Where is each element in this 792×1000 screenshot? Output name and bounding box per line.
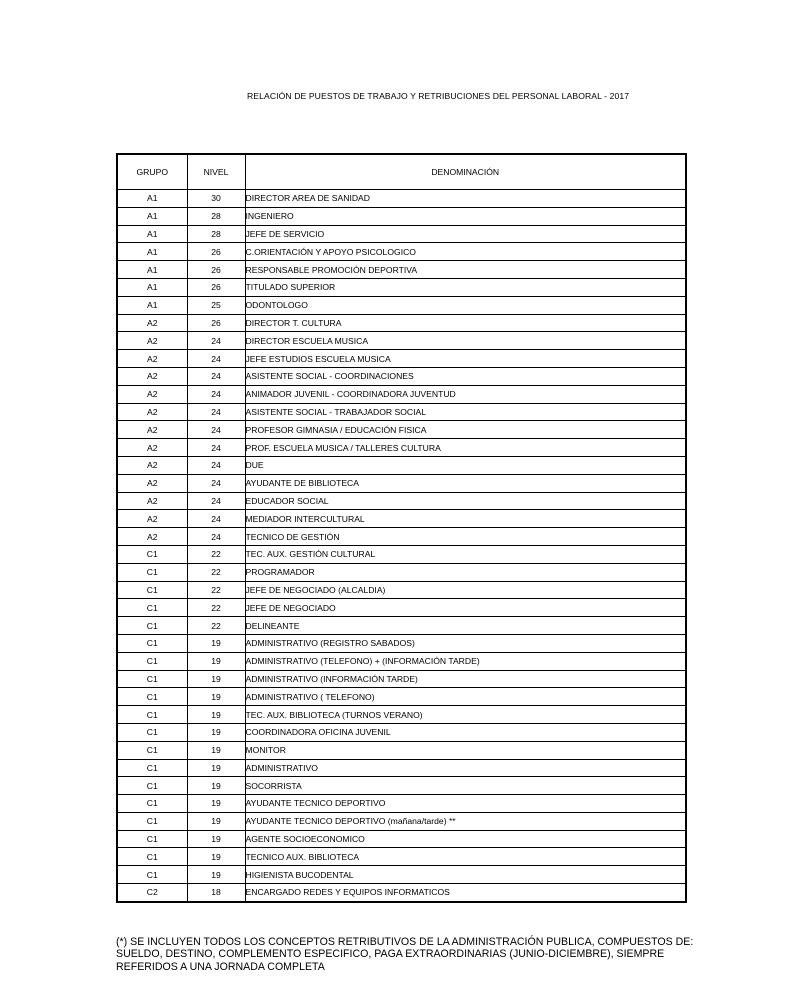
cell-nivel: 24 [187, 456, 245, 474]
cell-nivel: 19 [187, 723, 245, 741]
table-row [117, 688, 686, 706]
table-header-row [117, 154, 686, 190]
table-row [117, 261, 686, 279]
table-row [117, 830, 686, 848]
header-nivel: NIVEL [187, 154, 245, 190]
table-row [117, 350, 686, 368]
cell-grupo: A1 [117, 261, 187, 279]
table-row [117, 314, 686, 332]
cell-nivel: 24 [187, 474, 245, 492]
cell-grupo: C1 [117, 652, 187, 670]
table-row [117, 545, 686, 563]
cell-denominacion: DIRECTOR AREA DE SANIDAD [245, 190, 686, 208]
header-grupo: GRUPO [117, 154, 187, 190]
cell-nivel: 24 [187, 421, 245, 439]
cell-denominacion: ADMINISTRATIVO (REGISTRO SABADOS) [245, 634, 686, 652]
table-row [117, 492, 686, 510]
cell-nivel: 24 [187, 332, 245, 350]
cell-denominacion: C.ORIENTACIÓN Y APOYO PSICOLOGICO [245, 243, 686, 261]
cell-denominacion: PROF. ESCUELA MUSICA / TALLERES CULTURA [245, 439, 686, 457]
table-row [117, 795, 686, 813]
table-row [117, 866, 686, 884]
cell-grupo: A1 [117, 296, 187, 314]
cell-grupo: C1 [117, 812, 187, 830]
cell-denominacion: PROFESOR GIMNASIA / EDUCACIÓN FISICA [245, 421, 686, 439]
table-row [117, 456, 686, 474]
cell-nivel: 24 [187, 439, 245, 457]
cell-grupo: C1 [117, 563, 187, 581]
cell-grupo: C1 [117, 688, 187, 706]
cell-grupo: A2 [117, 403, 187, 421]
table-row [117, 848, 686, 866]
cell-nivel: 26 [187, 243, 245, 261]
cell-grupo: A1 [117, 243, 187, 261]
cell-grupo: C1 [117, 706, 187, 724]
cell-grupo: A2 [117, 332, 187, 350]
cell-nivel: 24 [187, 510, 245, 528]
table-row [117, 741, 686, 759]
cell-denominacion: JEFE ESTUDIOS ESCUELA MUSICA [245, 350, 686, 368]
cell-nivel: 24 [187, 528, 245, 546]
cell-grupo: C1 [117, 777, 187, 795]
cell-grupo: A2 [117, 528, 187, 546]
table-row [117, 421, 686, 439]
table-row [117, 243, 686, 261]
cell-nivel: 24 [187, 350, 245, 368]
cell-grupo: C1 [117, 617, 187, 635]
cell-nivel: 25 [187, 296, 245, 314]
cell-grupo: A1 [117, 278, 187, 296]
table-row [117, 278, 686, 296]
cell-nivel: 28 [187, 225, 245, 243]
table-row [117, 385, 686, 403]
cell-grupo: C1 [117, 723, 187, 741]
cell-denominacion: ANIMADOR JUVENIL - COORDINADORA JUVENTUD [245, 385, 686, 403]
table-row [117, 884, 686, 902]
cell-grupo: A2 [117, 314, 187, 332]
cell-grupo: A1 [117, 225, 187, 243]
table-row [117, 812, 686, 830]
header-denominacion: DENOMINACIÓN [245, 154, 686, 190]
cell-denominacion: DELINEANTE [245, 617, 686, 635]
cell-denominacion: MONITOR [245, 741, 686, 759]
cell-nivel: 19 [187, 706, 245, 724]
cell-denominacion: MEDIADOR INTERCULTURAL [245, 510, 686, 528]
cell-denominacion: ODONTOLOGO [245, 296, 686, 314]
cell-denominacion: TECNICO DE GESTIÓN [245, 528, 686, 546]
cell-denominacion: DIRECTOR T. CULTURA [245, 314, 686, 332]
cell-grupo: A2 [117, 510, 187, 528]
cell-nivel: 30 [187, 190, 245, 208]
cell-denominacion: COORDINADORA OFICINA JUVENIL [245, 723, 686, 741]
table-row [117, 563, 686, 581]
cell-denominacion: ASISTENTE SOCIAL - TRABAJADOR SOCIAL [245, 403, 686, 421]
cell-denominacion: SOCORRISTA [245, 777, 686, 795]
cell-grupo: C2 [117, 884, 187, 902]
cell-grupo: A2 [117, 421, 187, 439]
table-row [117, 190, 686, 208]
cell-grupo: C1 [117, 795, 187, 813]
table-row [117, 225, 686, 243]
cell-denominacion: JEFE DE NEGOCIADO (ALCALDIA) [245, 581, 686, 599]
table-row [117, 474, 686, 492]
cell-denominacion: JEFE DE SERVICIO [245, 225, 686, 243]
table-row [117, 617, 686, 635]
cell-denominacion: ADMINISTRATIVO [245, 759, 686, 777]
cell-denominacion: AYUDANTE TECNICO DEPORTIVO (mañana/tarde) ** [245, 812, 686, 830]
cell-grupo: C1 [117, 670, 187, 688]
cell-nivel: 24 [187, 367, 245, 385]
table-row [117, 367, 686, 385]
cell-nivel: 18 [187, 884, 245, 902]
cell-grupo: A2 [117, 456, 187, 474]
cell-grupo: C1 [117, 741, 187, 759]
cell-denominacion: TEC. AUX. GESTIÓN CULTURAL [245, 545, 686, 563]
cell-denominacion: PROGRAMADOR [245, 563, 686, 581]
cell-nivel: 19 [187, 670, 245, 688]
cell-denominacion: JEFE DE NEGOCIADO [245, 599, 686, 617]
cell-grupo: A1 [117, 190, 187, 208]
cell-nivel: 22 [187, 563, 245, 581]
cell-denominacion: TITULADO SUPERIOR [245, 278, 686, 296]
cell-nivel: 19 [187, 759, 245, 777]
cell-denominacion: EDUCADOR SOCIAL [245, 492, 686, 510]
cell-denominacion: AYUDANTE DE BIBLIOTECA [245, 474, 686, 492]
table-row [117, 706, 686, 724]
cell-denominacion: ASISTENTE SOCIAL - COORDINACIONES [245, 367, 686, 385]
cell-grupo: A2 [117, 350, 187, 368]
table-row [117, 652, 686, 670]
table-body [117, 190, 686, 902]
cell-grupo: A2 [117, 474, 187, 492]
cell-denominacion: DUE [245, 456, 686, 474]
positions-table [116, 153, 687, 903]
cell-nivel: 19 [187, 688, 245, 706]
cell-grupo: C1 [117, 759, 187, 777]
table-row [117, 634, 686, 652]
cell-nivel: 19 [187, 866, 245, 884]
table-row [117, 439, 686, 457]
cell-denominacion: ADMINISTRATIVO ( TELEFONO) [245, 688, 686, 706]
cell-nivel: 22 [187, 581, 245, 599]
cell-nivel: 26 [187, 261, 245, 279]
table-row [117, 759, 686, 777]
cell-grupo: C1 [117, 581, 187, 599]
cell-nivel: 19 [187, 777, 245, 795]
table-row [117, 332, 686, 350]
cell-grupo: C1 [117, 599, 187, 617]
cell-denominacion: ADMINISTRATIVO (INFORMACIÓN TARDE) [245, 670, 686, 688]
cell-denominacion: TEC. AUX. BIBLIOTECA (TURNOS VERANO) [245, 706, 686, 724]
cell-nivel: 24 [187, 385, 245, 403]
cell-grupo: A2 [117, 385, 187, 403]
document-title: RELACIÓN DE PUESTOS DE TRABAJO Y RETRIBUCIONES DEL PERSONAL LABORAL - 2017 [247, 91, 630, 101]
cell-denominacion: AGENTE SOCIOECONOMICO [245, 830, 686, 848]
cell-nivel: 19 [187, 848, 245, 866]
cell-nivel: 19 [187, 812, 245, 830]
table-row [117, 670, 686, 688]
cell-grupo: C1 [117, 634, 187, 652]
cell-denominacion: INGENIERO [245, 207, 686, 225]
cell-nivel: 24 [187, 403, 245, 421]
cell-denominacion: ADMINISTRATIVO (TELEFONO) + (INFORMACIÓN TARDE) [245, 652, 686, 670]
cell-nivel: 22 [187, 617, 245, 635]
cell-denominacion: RESPONSABLE PROMOCIÓN DEPORTIVA [245, 261, 686, 279]
cell-nivel: 19 [187, 634, 245, 652]
cell-grupo: C1 [117, 830, 187, 848]
cell-nivel: 24 [187, 492, 245, 510]
cell-nivel: 19 [187, 741, 245, 759]
cell-grupo: A2 [117, 492, 187, 510]
cell-grupo: C1 [117, 545, 187, 563]
table-row [117, 403, 686, 421]
table-row [117, 599, 686, 617]
cell-nivel: 19 [187, 795, 245, 813]
table-row [117, 777, 686, 795]
cell-denominacion: HIGIENISTA BUCODENTAL [245, 866, 686, 884]
cell-nivel: 28 [187, 207, 245, 225]
cell-denominacion: ENCARGADO REDES Y EQUIPOS INFORMATICOS [245, 884, 686, 902]
footnote: (*) SE INCLUYEN TODOS LOS CONCEPTOS RETRIBUTIVOS DE LA ADMINISTRACIÓN PUBLICA, COMPUESTOS DE: SUELDO, DESTINO, COMPLEMENTO ESPECIFICO, PAGA EXTRAORDINARIAS (JUNIO-DICIEMBRE), SIEMPRE REFERIDOS A UNA JORNADA COMPLETA [116, 936, 694, 973]
table-row [117, 581, 686, 599]
table-row [117, 510, 686, 528]
cell-nivel: 22 [187, 545, 245, 563]
table-row [117, 723, 686, 741]
cell-grupo: A2 [117, 367, 187, 385]
table-row [117, 528, 686, 546]
table-row [117, 207, 686, 225]
cell-grupo: A2 [117, 439, 187, 457]
table-row [117, 296, 686, 314]
cell-grupo: C1 [117, 848, 187, 866]
cell-nivel: 26 [187, 314, 245, 332]
cell-nivel: 26 [187, 278, 245, 296]
cell-nivel: 19 [187, 830, 245, 848]
cell-nivel: 19 [187, 652, 245, 670]
cell-denominacion: DIRECTOR ESCUELA MUSICA [245, 332, 686, 350]
cell-grupo: C1 [117, 866, 187, 884]
cell-nivel: 22 [187, 599, 245, 617]
cell-denominacion: AYUDANTE TECNICO DEPORTIVO [245, 795, 686, 813]
cell-denominacion: TECNICO AUX. BIBLIOTECA [245, 848, 686, 866]
cell-grupo: A1 [117, 207, 187, 225]
